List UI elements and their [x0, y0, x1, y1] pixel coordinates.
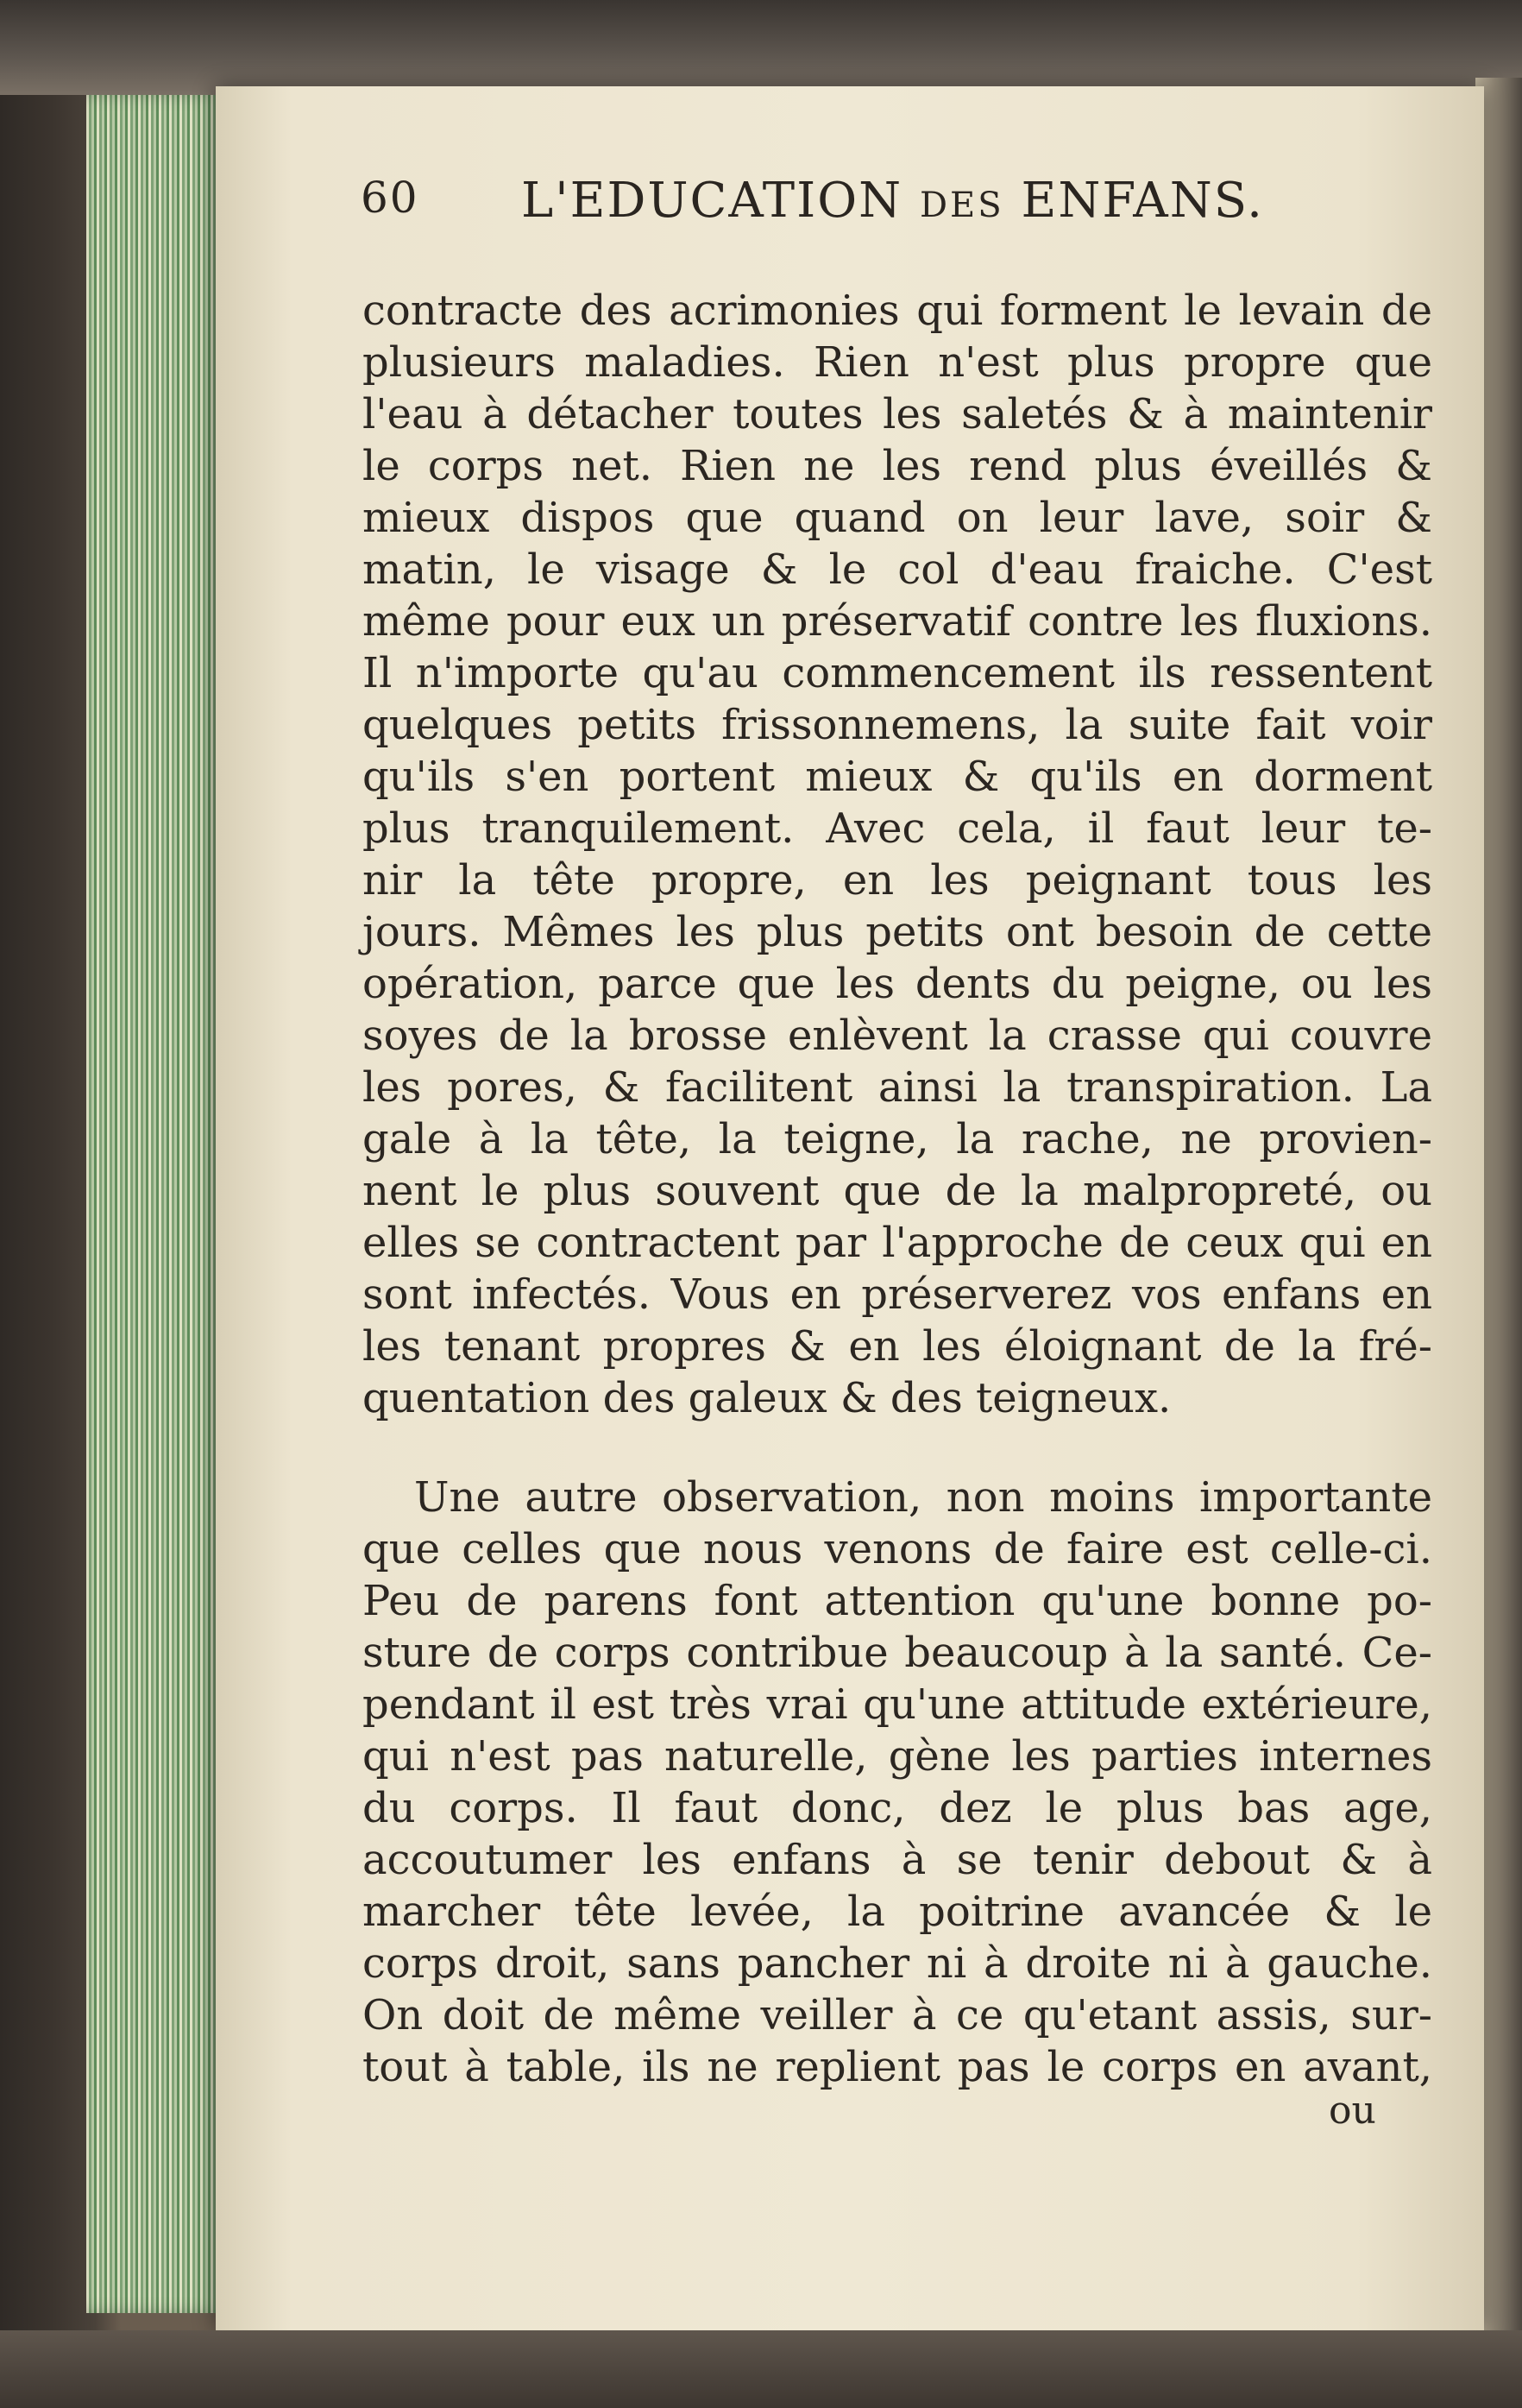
text-line: nent le plus souvent que de la malpropreté, ou: [362, 1167, 1432, 1215]
text-line: sture de corps contribue beaucoup à la santé. Ce-: [362, 1629, 1432, 1677]
text-line: nir la tête propre, en les peignant tous les: [362, 856, 1432, 905]
text-line: qu'ils s'en portent mieux & qu'ils en dorment: [362, 753, 1432, 801]
green-page-edges: [86, 95, 224, 2313]
text-line: contracte des acrimonies qui forment le levain de: [362, 287, 1432, 335]
page-number: 60: [361, 173, 419, 223]
text-line: Il n'importe qu'au commencement ils ressentent: [362, 649, 1432, 697]
text-line: On doit de même veiller à ce qu'etant assis, sur-: [362, 1991, 1432, 2039]
text-line: soyes de la brosse enlèvent la crasse qui couvre: [362, 1012, 1432, 1060]
title-small-caps: DES: [919, 186, 1004, 225]
text-line: tout à table, ils ne replient pas le corps en avant,: [362, 2043, 1432, 2091]
text-line: quelques petits frissonnemens, la suite fait voir: [362, 701, 1432, 749]
text-line: l'eau à détacher toutes les saletés & à maintenir: [362, 390, 1432, 438]
catchword: ou: [1329, 2089, 1376, 2133]
text-line: corps droit, sans pancher ni à droite ni à gauche.: [362, 1939, 1432, 1988]
top-shadow: [0, 0, 1522, 95]
text-line: plusieurs maladies. Rien n'est plus propre que: [362, 338, 1432, 387]
running-header: [361, 173, 1310, 242]
text-line: Une autre observation, non moins importante: [414, 1473, 1432, 1522]
text-line: même pour eux un préservatif contre les fluxions.: [362, 597, 1432, 646]
title-part-1: L'EDUCATION: [521, 173, 920, 229]
title-part-2: ENFANS.: [1003, 173, 1264, 229]
text-line: Peu de parens font attention qu'une bonne po-: [362, 1577, 1432, 1625]
text-line: les pores, & facilitent ainsi la transpiration. La: [362, 1063, 1432, 1112]
text-line: pendant il est très vrai qu'une attitude extérieure,: [362, 1680, 1432, 1729]
text-line: du corps. Il faut donc, dez le plus bas age,: [362, 1784, 1432, 1832]
text-line: elles se contractent par l'approche de ceux qui en: [362, 1219, 1432, 1267]
text-line: le corps net. Rien ne les rend plus éveillés &: [362, 442, 1432, 490]
text-line: accoutumer les enfans à se tenir debout & à: [362, 1836, 1432, 1884]
text-line: quentation des galeux & des teigneux.: [362, 1374, 1172, 1422]
text-line: sont infectés. Vous en préserverez vos enfans en: [362, 1270, 1432, 1319]
text-line: marcher tête levée, la poitrine avancée & le: [362, 1888, 1432, 1936]
text-line: mieux dispos que quand on leur lave, soir &: [362, 494, 1432, 542]
text-line: matin, le visage & le col d'eau fraiche. C'est: [362, 545, 1432, 594]
text-line: que celles que nous venons de faire est celle-ci.: [362, 1525, 1432, 1573]
text-line: gale à la tête, la teigne, la rache, ne provien-: [362, 1115, 1432, 1163]
paragraph-1: [362, 285, 1432, 1424]
text-line: qui n'est pas naturelle, gène les parties internes: [362, 1732, 1432, 1781]
text-line: opération, parce que les dents du peigne, ou les: [362, 960, 1432, 1008]
text-line: plus tranquilement. Avec cela, il faut leur te-: [362, 804, 1432, 853]
bottom-shadow: [0, 2330, 1522, 2408]
paragraph-2: [362, 1472, 1432, 2093]
text-line: jours. Mêmes les plus petits ont besoin de cette: [362, 908, 1432, 956]
text-line: les tenant propres & en les éloignant de la fré-: [362, 1322, 1432, 1371]
running-title: [521, 173, 1264, 229]
